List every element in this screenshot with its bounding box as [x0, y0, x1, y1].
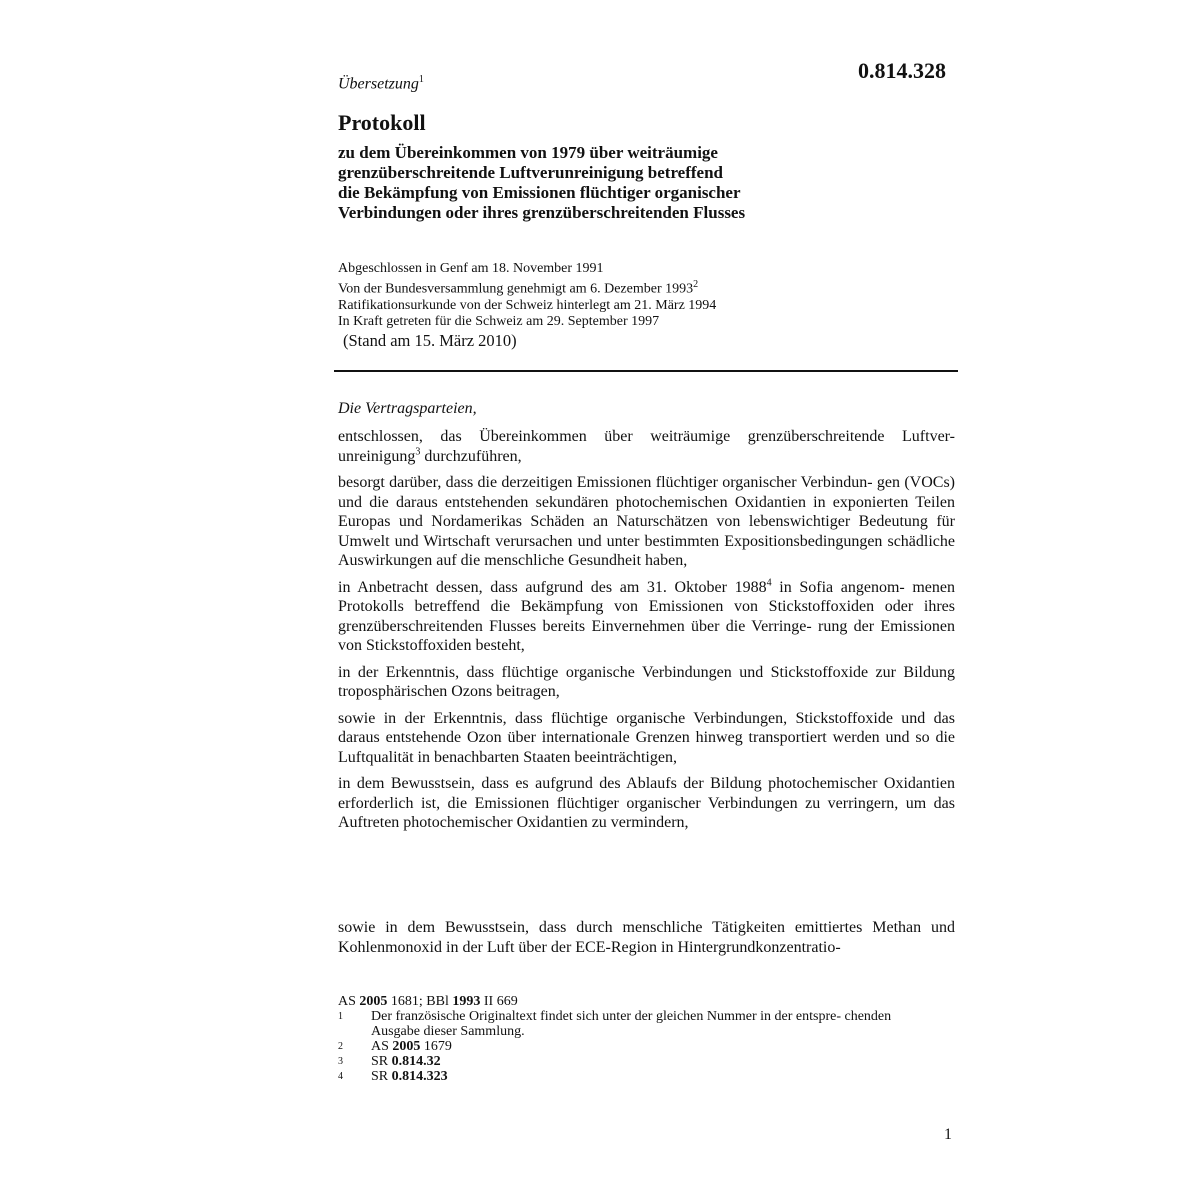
preamble [338, 400, 955, 840]
preamble-continued [338, 918, 955, 964]
para-text: in Anbetracht dessen, dass aufgrund des am 31. Oktober 1988 [338, 578, 767, 596]
preamble-paragraph: in dem Bewusstsein, dass es aufgrund des Ablaufs der Bildung photochemischer Oxidantien erforderlich ist, die Emissionen flüchtiger organischer Verbindungen zu verringern, um das Auftreten photochemischer Oxidantien zu vermindern, [338, 775, 955, 831]
fn-text: II 669 [480, 994, 518, 1009]
footnote-number: 2 [338, 1041, 343, 1052]
sr-link[interactable]: 0.814.32 [391, 1054, 441, 1069]
preamble-paragraph: in der Erkenntnis, dass flüchtige organische Verbindungen und Stickstoffoxide zur Bildung troposphärischen Ozons beitragen, [338, 663, 955, 700]
footnote-2 [338, 1039, 938, 1054]
fn-text: 1679 [420, 1039, 452, 1054]
footnote-3 [338, 1054, 938, 1069]
footnote-4 [338, 1069, 938, 1084]
para-text: durchzuführen, [420, 447, 522, 465]
footnote-text [371, 1054, 938, 1069]
footnote-number: 3 [338, 1056, 343, 1067]
translation-label [338, 74, 424, 93]
fn-bold: 2005 [359, 994, 388, 1009]
para-text: in Sofia angenom- menen Protokolls betreffend die Bekämpfung von Emissionen von Stickstoffoxiden oder ihres grenzüberschreitenden Flusses bereits Einvernehmen über die Verringe- rung der Emissionen von Stickstoffoxiden besteht, [338, 578, 956, 654]
footnote-number: 4 [338, 1071, 343, 1082]
document-title: Protokoll [338, 110, 426, 135]
dates-block [338, 261, 716, 330]
fn-text: AS [371, 1039, 393, 1054]
subtitle-line: die Bekämpfung von Emissionen flüchtiger organischer [338, 183, 741, 202]
fn-text: 1681; BBl [387, 994, 453, 1009]
sr-number: 0.814.328 [858, 58, 946, 83]
fn-bold: 1993 [452, 994, 481, 1009]
parties-heading: Die Vertragsparteien, [338, 400, 477, 417]
footnotes [338, 994, 938, 1084]
page-number: 1 [944, 1126, 952, 1143]
fn-bold: 2005 [392, 1039, 421, 1054]
para-text: entschlossen, das Übereinkommen über weiträumige grenzüberschreitende Luftver- unreinigung [338, 428, 955, 465]
fn-text: AS [338, 994, 360, 1009]
footnote-1 [338, 1009, 938, 1039]
fn-text: SR [371, 1054, 392, 1069]
translation-text: Übersetzung [338, 75, 419, 93]
preamble-paragraph: sowie in der Erkenntnis, dass flüchtige organische Verbindungen, Stickstoffoxide und das daraus entstehende Ozon über internationale Grenzen hinweg transportiert werden und so die Luftqualität in benachbarten Staaten beeinträchtigen, [338, 709, 955, 766]
footnote-ref-2[interactable]: 2 [693, 279, 699, 290]
fn-text: SR [371, 1069, 392, 1084]
subtitle-line: grenzüberschreitende Luftverunreinigung betreffend [338, 163, 723, 182]
preamble-paragraph [338, 427, 955, 466]
footnote-ref-4[interactable]: 4 [766, 577, 772, 589]
date-concluded: Abgeschlossen in Genf am 18. November 1991 [338, 261, 604, 276]
footnote-ref-3[interactable]: 3 [415, 446, 421, 458]
document-subtitle [338, 143, 898, 223]
footnote-text: Der französische Originaltext findet sich unter der gleichen Nummer in der entspre- chenden Ausgabe dieser Sammlung. [371, 1009, 892, 1039]
subtitle-line: Verbindungen oder ihres grenzüberschreitenden Flusses [338, 203, 746, 222]
header-divider [334, 370, 958, 372]
footnote-text [371, 1039, 938, 1054]
status-date: (Stand am 15. März 2010) [343, 331, 517, 350]
footnote-text [371, 1069, 938, 1084]
date-approved [338, 277, 716, 298]
date-in-force: In Kraft getreten für die Schweiz am 29. September 1997 [338, 313, 660, 329]
date-approved-text: Von der Bundesversammlung genehmigt am 6. Dezember 1993 [338, 281, 694, 297]
preamble-paragraph: besorgt darüber, dass die derzeitigen Emissionen flüchtiger organischer Verbindun- gen (VOCs) und die daraus entstehenden sekundären photochemischen Oxidantien in exponierten Teilen Europas und Nordamerikas Schäden an Naturschätzen von lebenswichtiger Bedeutung für Umwelt und Wirtschaft verursachen und unter bestimmten Expositionsbedingungen schädliche Auswirkungen auf die menschliche Gesundheit haben, [338, 474, 955, 569]
date-ratified: Ratifikationsurkunde von der Schweiz hinterlegt am 21. März 1994 [338, 297, 717, 313]
footnote-number: 1 [338, 1011, 343, 1022]
preamble-paragraph [338, 578, 955, 656]
preamble-paragraph: sowie in dem Bewusstsein, dass durch menschliche Tätigkeiten emittiertes Methan und Kohlenmonoxid in der Luft über der ECE-Region in Hintergrundkonzentratio- [338, 919, 955, 956]
source-reference [338, 994, 938, 1009]
sr-link[interactable]: 0.814.323 [391, 1069, 448, 1084]
subtitle-line: zu dem Übereinkommen von 1979 über weiträumige [338, 143, 718, 162]
footnote-ref-1[interactable]: 1 [418, 74, 424, 85]
